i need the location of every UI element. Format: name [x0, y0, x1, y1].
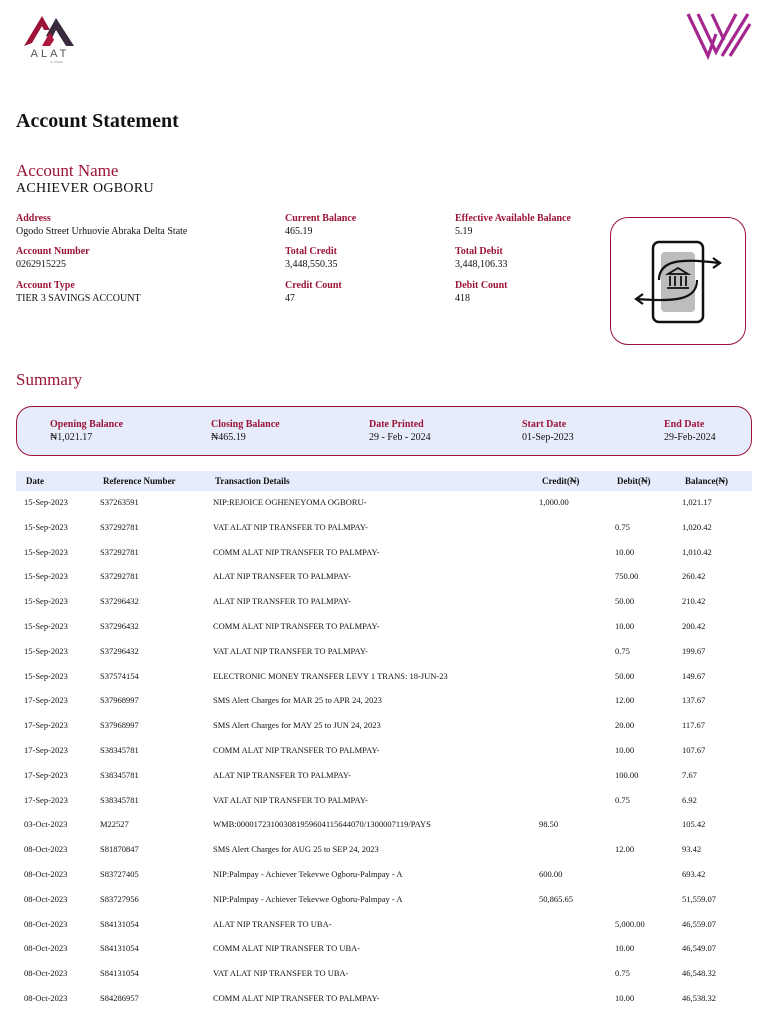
cell-date: 15-Sep-2023	[24, 521, 68, 532]
wema-logo	[686, 10, 752, 60]
table-row	[16, 615, 752, 639]
cell-date: 08-Oct-2023	[24, 968, 68, 979]
alat-tagline: by WEMA	[50, 60, 64, 64]
transactions-table-header	[16, 471, 752, 491]
page-title: Account Statement	[16, 110, 179, 132]
cell-details: NIP:Palmpay - Achiever Tekevwe Ogboru-Palmpay - A	[213, 869, 403, 879]
cell-details: SMS Alert Charges for AUG 25 to SEP 24, 2023	[213, 844, 379, 855]
cell-date: 08-Oct-2023	[24, 893, 68, 904]
transfer-illustration-card	[610, 217, 746, 345]
cell-details: ALAT NIP TRANSFER TO PALMPAY-	[213, 596, 351, 607]
cell-debit: 10.00	[615, 943, 635, 954]
cell-reference: S84286957	[100, 993, 139, 1003]
cell-debit: 10.00	[615, 745, 635, 755]
cell-debit: 100.00	[615, 769, 639, 780]
cell-reference: S37292781	[100, 521, 139, 532]
table-row	[16, 863, 752, 887]
cell-details: ELECTRONIC MONEY TRANSFER LEVY 1 TRANS: 18-JUN-23	[213, 670, 448, 681]
cell-balance: 199.67	[682, 645, 706, 656]
cell-reference: S81870847	[100, 844, 139, 855]
cell-details: NIP:Palmpay - Achiever Tekevwe Ogboru-Palmpay - A	[213, 893, 403, 904]
cell-balance: 1,020.42	[682, 521, 712, 532]
cell-balance: 46,538.32	[682, 993, 716, 1003]
cell-balance: 1,021.17	[682, 497, 712, 507]
effective-balance-value: 5.19	[455, 226, 473, 237]
cell-reference: S37296432	[100, 645, 139, 656]
opening-balance-value: ₦1,021.17	[50, 432, 93, 443]
current-balance-value: 465.19	[285, 226, 313, 237]
credit-count-label: Credit Count	[285, 280, 342, 291]
cell-balance: 105.42	[682, 819, 706, 830]
col-header-reference: Reference Number	[103, 476, 176, 486]
cell-balance: 210.42	[682, 596, 706, 607]
cell-reference: S84131054	[100, 918, 139, 929]
table-row	[16, 764, 752, 788]
total-credit-label: Total Credit	[285, 246, 337, 257]
cell-details: SMS Alert Charges for MAY 25 to JUN 24, 2023	[213, 720, 381, 731]
cell-details: ALAT NIP TRANSFER TO PALMPAY-	[213, 571, 351, 582]
cell-date: 17-Sep-2023	[24, 720, 68, 731]
cell-details: VAT ALAT NIP TRANSFER TO PALMPAY-	[213, 521, 368, 532]
cell-balance: 137.67	[682, 695, 706, 706]
cell-reference: S37263591	[100, 497, 139, 507]
table-row	[16, 913, 752, 937]
table-row	[16, 888, 752, 912]
effective-balance-label: Effective Available Balance	[455, 213, 571, 224]
debit-count-value: 418	[455, 293, 470, 304]
cell-details: WMB:000017231003081959604115644070/1300007119/PAYS	[213, 819, 431, 830]
table-row	[16, 516, 752, 540]
cell-debit: 0.75	[615, 968, 630, 979]
cell-debit: 0.75	[615, 794, 630, 805]
summary-title: Summary	[16, 370, 83, 389]
cell-balance: 1,010.42	[682, 546, 712, 557]
cell-reference: S37968997	[100, 695, 139, 706]
cell-date: 15-Sep-2023	[24, 621, 68, 631]
cell-balance: 7.67	[682, 769, 697, 780]
cell-balance: 117.67	[682, 720, 706, 731]
account-type-value: TIER 3 SAVINGS ACCOUNT	[16, 293, 141, 304]
cell-debit: 50.00	[615, 670, 635, 681]
total-debit-label: Total Debit	[455, 246, 503, 257]
table-row	[16, 739, 752, 763]
cell-debit: 0.75	[615, 645, 630, 656]
table-row	[16, 714, 752, 738]
account-number-value: 0262915225	[16, 259, 66, 270]
current-balance-label: Current Balance	[285, 213, 357, 224]
total-credit-value: 3,448,550.35	[285, 259, 338, 270]
cell-reference: S83727405	[100, 869, 139, 879]
cell-balance: 260.42	[682, 571, 706, 582]
cell-date: 08-Oct-2023	[24, 869, 68, 879]
table-row	[16, 565, 752, 589]
cell-balance: 46,559.07	[682, 918, 716, 929]
start-date-label: Start Date	[522, 419, 567, 430]
table-row	[16, 789, 752, 813]
cell-details: SMS Alert Charges for MAR 25 to APR 24, 2023	[213, 695, 382, 706]
summary-box	[16, 406, 752, 456]
cell-debit: 20.00	[615, 720, 635, 731]
cell-reference: S37296432	[100, 596, 139, 607]
cell-date: 15-Sep-2023	[24, 670, 68, 681]
date-printed-label: Date Printed	[369, 419, 424, 430]
cell-reference: S37968997	[100, 720, 139, 731]
credit-count-value: 47	[285, 293, 295, 304]
cell-reference: S38345781	[100, 745, 139, 755]
cell-credit: 1,000.00	[539, 497, 569, 507]
table-row	[16, 987, 752, 1011]
table-row	[16, 937, 752, 961]
cell-reference: S38345781	[100, 794, 139, 805]
table-row	[16, 590, 752, 614]
date-printed-value: 29 - Feb - 2024	[369, 432, 431, 443]
closing-balance-value: ₦465.19	[211, 432, 246, 443]
cell-balance: 51,559.07	[682, 893, 716, 904]
alat-wordmark: ALAT	[30, 48, 70, 60]
col-header-details: Transaction Details	[215, 476, 290, 486]
start-date-value: 01-Sep-2023	[522, 432, 574, 443]
cell-debit: 5,000.00	[615, 918, 645, 929]
cell-date: 17-Sep-2023	[24, 769, 68, 780]
table-row	[16, 962, 752, 986]
table-row	[16, 689, 752, 713]
col-header-debit: Debit(₦)	[617, 476, 651, 486]
debit-count-label: Debit Count	[455, 280, 508, 291]
cell-balance: 693.42	[682, 869, 706, 879]
cell-debit: 10.00	[615, 621, 635, 631]
cell-date: 15-Sep-2023	[24, 497, 68, 507]
cell-date: 08-Oct-2023	[24, 993, 68, 1003]
cell-reference: S84131054	[100, 943, 139, 954]
cell-debit: 10.00	[615, 993, 635, 1003]
cell-balance: 200.42	[682, 621, 706, 631]
cell-debit: 0.75	[615, 521, 630, 532]
cell-reference: S38345781	[100, 769, 139, 780]
cell-reference: S37296432	[100, 621, 139, 631]
address-value: Ogodo Street Urhuovie Abraka Delta State	[16, 226, 188, 237]
phone-bank-transfer-icon	[611, 218, 744, 343]
cell-details: COMM ALAT NIP TRANSFER TO PALMPAY-	[213, 993, 380, 1003]
table-row	[16, 491, 752, 515]
cell-date: 17-Sep-2023	[24, 745, 68, 755]
table-row	[16, 640, 752, 664]
cell-date: 17-Sep-2023	[24, 695, 68, 706]
col-header-credit: Credit(₦)	[542, 476, 580, 486]
cell-debit: 12.00	[615, 844, 635, 855]
alat-logo	[20, 10, 78, 64]
cell-balance: 107.67	[682, 745, 706, 755]
cell-date: 08-Oct-2023	[24, 918, 68, 929]
cell-details: VAT ALAT NIP TRANSFER TO PALMPAY-	[213, 645, 368, 656]
account-number-label: Account Number	[16, 246, 90, 257]
cell-details: VAT ALAT NIP TRANSFER TO UBA-	[213, 968, 349, 979]
cell-reference: S37574154	[100, 670, 139, 681]
table-row	[16, 665, 752, 689]
end-date-value: 29-Feb-2024	[664, 432, 716, 443]
opening-balance-label: Opening Balance	[50, 419, 124, 430]
cell-balance: 6.92	[682, 794, 697, 805]
col-header-balance: Balance(₦)	[685, 476, 728, 486]
cell-reference: S37292781	[100, 571, 139, 582]
cell-balance: 149.67	[682, 670, 706, 681]
cell-details: NIP:REJOICE OGHENEYOMA OGBORU-	[213, 497, 367, 507]
cell-date: 15-Sep-2023	[24, 645, 68, 656]
address-label: Address	[16, 213, 51, 224]
cell-credit: 600.00	[539, 869, 563, 879]
cell-reference: S83727956	[100, 893, 139, 904]
account-name-label: Account Name	[16, 161, 119, 180]
cell-date: 15-Sep-2023	[24, 546, 68, 557]
cell-balance: 93.42	[682, 844, 702, 855]
cell-reference: S84131054	[100, 968, 139, 979]
cell-details: ALAT NIP TRANSFER TO PALMPAY-	[213, 769, 351, 780]
cell-reference: M22527	[100, 819, 129, 830]
cell-debit: 12.00	[615, 695, 635, 706]
table-row	[16, 813, 752, 837]
cell-details: VAT ALAT NIP TRANSFER TO PALMPAY-	[213, 794, 368, 805]
cell-balance: 46,549.07	[682, 943, 716, 954]
cell-details: COMM ALAT NIP TRANSFER TO PALMPAY-	[213, 621, 380, 631]
cell-details: COMM ALAT NIP TRANSFER TO UBA-	[213, 943, 361, 954]
cell-date: 15-Sep-2023	[24, 596, 68, 607]
cell-details: COMM ALAT NIP TRANSFER TO PALMPAY-	[213, 745, 380, 755]
cell-details: ALAT NIP TRANSFER TO UBA-	[213, 918, 332, 929]
cell-debit: 750.00	[615, 571, 639, 582]
cell-date: 08-Oct-2023	[24, 844, 68, 855]
cell-debit: 50.00	[615, 596, 635, 607]
cell-reference: S37292781	[100, 546, 139, 557]
cell-balance: 46,548.32	[682, 968, 716, 979]
table-row	[16, 541, 752, 565]
account-type-label: Account Type	[16, 280, 75, 291]
col-header-date: Date	[26, 476, 44, 486]
end-date-label: End Date	[664, 419, 705, 430]
cell-credit: 50,865.65	[539, 893, 573, 904]
account-name: ACHIEVER OGBORU	[16, 181, 154, 196]
cell-details: COMM ALAT NIP TRANSFER TO PALMPAY-	[213, 546, 380, 557]
closing-balance-label: Closing Balance	[211, 419, 280, 430]
cell-date: 17-Sep-2023	[24, 794, 68, 805]
cell-credit: 98.50	[539, 819, 559, 830]
cell-date: 15-Sep-2023	[24, 571, 68, 582]
cell-debit: 10.00	[615, 546, 635, 557]
cell-date: 08-Oct-2023	[24, 943, 68, 954]
cell-date: 03-Oct-2023	[24, 819, 68, 830]
total-debit-value: 3,448,106.33	[455, 259, 508, 270]
table-row	[16, 838, 752, 862]
